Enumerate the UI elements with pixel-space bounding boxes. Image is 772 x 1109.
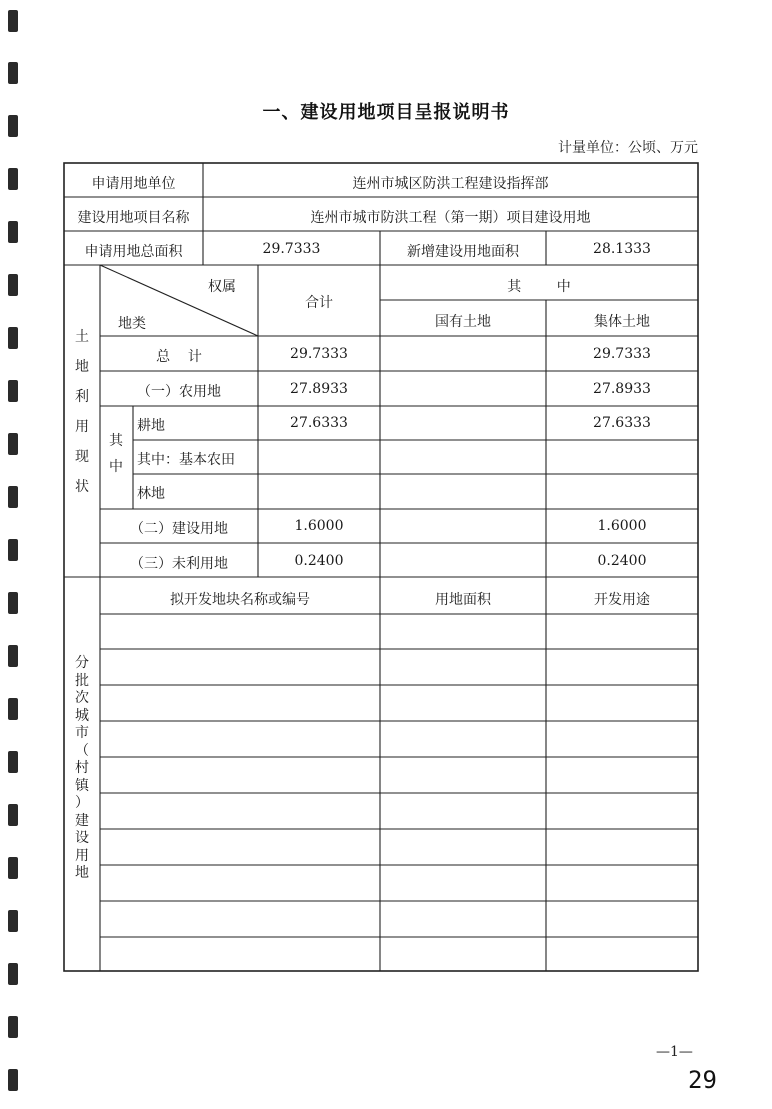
row-label-forest: 林地 [137,486,165,502]
land-use-section-label: 土 地 利 用 现 状 [75,329,89,495]
row-label-unused: （三）未利用地 [130,556,228,572]
row-total-value: 1.6000 [294,518,344,534]
new-area-value: 28.1333 [593,241,651,257]
collective-land-header: 集体土地 [594,314,650,330]
handwritten-page-stamp: 29 [688,1066,717,1094]
total-column-header: 合计 [305,295,333,311]
row-collective-value: 27.6333 [593,415,651,431]
unit-note: 计量单位：公顷、万元 [558,140,698,156]
row-total-value: 0.2400 [294,553,344,569]
row-total-value: 27.6333 [290,415,348,431]
total-area-value: 29.7333 [262,241,321,257]
diagonal-header-ownership: 权属 [208,279,236,295]
new-area-label: 新增建设用地面积 [407,244,519,260]
row-label-construction: （二）建设用地 [130,521,228,537]
plot-use-column-header: 开发用途 [594,592,650,608]
project-value: 连州市城市防洪工程（第一期）项目建设用地 [310,210,591,226]
row-collective-value: 27.8933 [593,381,651,397]
row-total-value: 29.7333 [290,346,348,362]
of-which-header: 其 中 [507,279,571,295]
row-collective-value: 1.6000 [597,518,647,534]
plot-area-column-header: 用地面积 [435,592,491,608]
sub-rows-label: 其 中 [109,433,123,475]
total-area-label: 申请用地总面积 [84,244,183,260]
diagonal-header-land-type: 地类 [118,316,146,332]
row-collective-value: 29.7333 [593,346,651,362]
page-number: —1— [656,1044,693,1060]
project-label: 建设用地项目名称 [77,210,190,226]
applicant-label: 申请用地单位 [91,176,176,192]
row-label-cultivated: 耕地 [137,418,165,434]
applicant-value: 连州市城区防洪工程建设指挥部 [352,176,549,192]
row-label-total: 总 计 [156,349,202,365]
plot-name-column-header: 拟开发地块名称或编号 [170,592,310,608]
state-land-header: 国有土地 [435,314,491,330]
row-label-basic-farmland: 其中：基本农田 [137,452,235,468]
row-total-value: 27.8933 [290,381,348,397]
document-title: 一、建设用地项目呈报说明书 [262,102,510,123]
row-collective-value: 0.2400 [597,553,647,569]
row-label-agricultural: （一）农用地 [137,384,221,400]
batch-section-label: 分 批 次 城 市 （ 村 镇 ） 建 设 用 地 [75,655,89,881]
